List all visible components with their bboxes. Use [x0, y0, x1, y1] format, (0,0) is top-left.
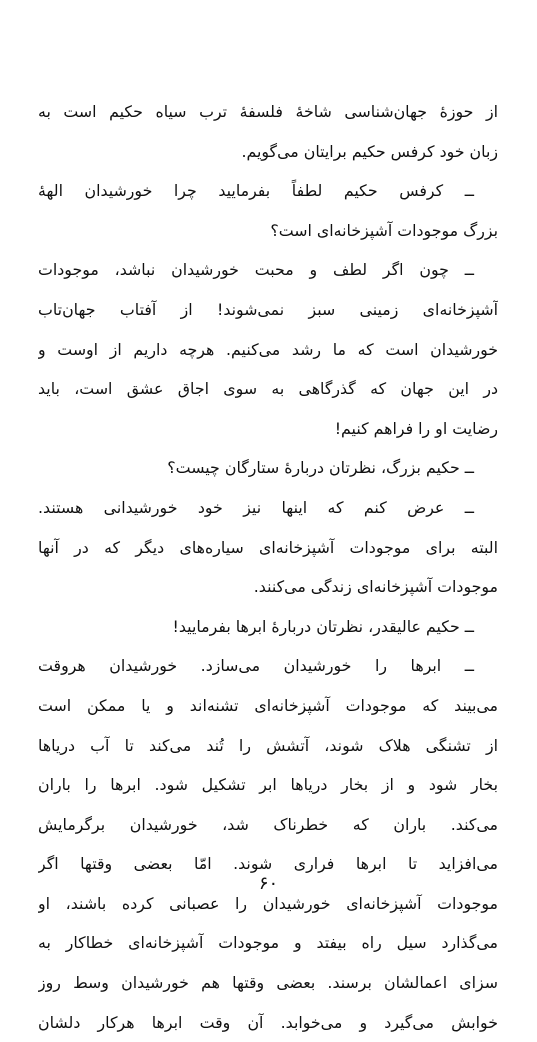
text-line: می‌گذارد سیل راه بیفتد و موجودات آشپزخانه‌ای خطاکار به	[38, 933, 498, 953]
text-line: ــ عرض کنم که اینها نیز خود خورشیدانی هستند.	[38, 497, 474, 517]
text-line: ــ چون اگر لطف و محبت خورشیدان نباشد، موجودات	[38, 260, 474, 280]
text-line: بخار شود و از بخار دریاها ابر تشکیل شود. ابرها را باران	[38, 775, 498, 795]
text-line: موجودات آشپزخانه‌ای زندگی می‌کنند.	[253, 577, 498, 597]
body-text	[38, 92, 498, 1042]
text-line: سزای اعمالشان برسند. بعضی وقتها هم خورشیدان وسط روز	[38, 973, 498, 993]
text-line: بزرگ موجودات آشپزخانه‌ای است؟	[270, 220, 498, 240]
text-line: ــ حکیم عالیقدر، نظرتان دربارهٔ ابرها بفرمایید!	[172, 616, 474, 636]
text-line: می‌بیند که موجودات آشپزخانه‌ای تشنه‌اند و یا ممکن است	[38, 695, 498, 715]
page-number: ۶۰	[258, 873, 279, 894]
text-line: البته برای موجودات آشپزخانه‌ای سیاره‌های دیگر که در آنها	[38, 537, 498, 557]
text-line: موجودات آشپزخانه‌ای خورشیدان را عصبانی کرده باشند، او	[38, 893, 498, 913]
text-line: زبان خود کرفس حکیم برایتان می‌گویم.	[241, 141, 498, 161]
text-line: ــ حکیم بزرگ، نظرتان دربارهٔ ستارگان چیست؟	[167, 458, 474, 478]
text-line: خورشیدان است که ما رشد می‌کنیم. هرچه داریم از اوست و	[38, 339, 498, 359]
text-line: ــ ابرها را خورشیدان می‌سازد. خورشیدان هروقت	[38, 656, 474, 676]
text-line: می‌کند. باران که خطرناک شد، خورشیدان برگرمایش	[38, 814, 498, 834]
text-line: خوابش می‌گیرد و می‌خوابد. آن وقت ابرها هرکار دلشان	[38, 1012, 498, 1032]
text-line: ــ کرفس حکیم لطفاً بفرمایید چرا خورشیدان الههٔ	[38, 181, 474, 201]
text-line: از تشنگی هلاک شوند، آتشش را تُند می‌کند تا آب دریاها	[38, 735, 498, 755]
text-line: در این جهان که گذرگاهی به سوی اجاق عشق است، باید	[38, 379, 498, 399]
text-line: رضایت او را فراهم کنیم!	[334, 418, 498, 438]
text-line: آشپزخانه‌ای زمینی سبز نمی‌شوند! از آفتاب جهان‌تاب	[38, 299, 498, 319]
text-line: می‌افزاید تا ابرها فراری شوند. امّا بعضی وقتها اگر	[38, 854, 498, 874]
text-line: از حوزهٔ جهان‌شناسی شاخهٔ فلسفهٔ ترب سیاه حکیم است به	[38, 102, 498, 121]
